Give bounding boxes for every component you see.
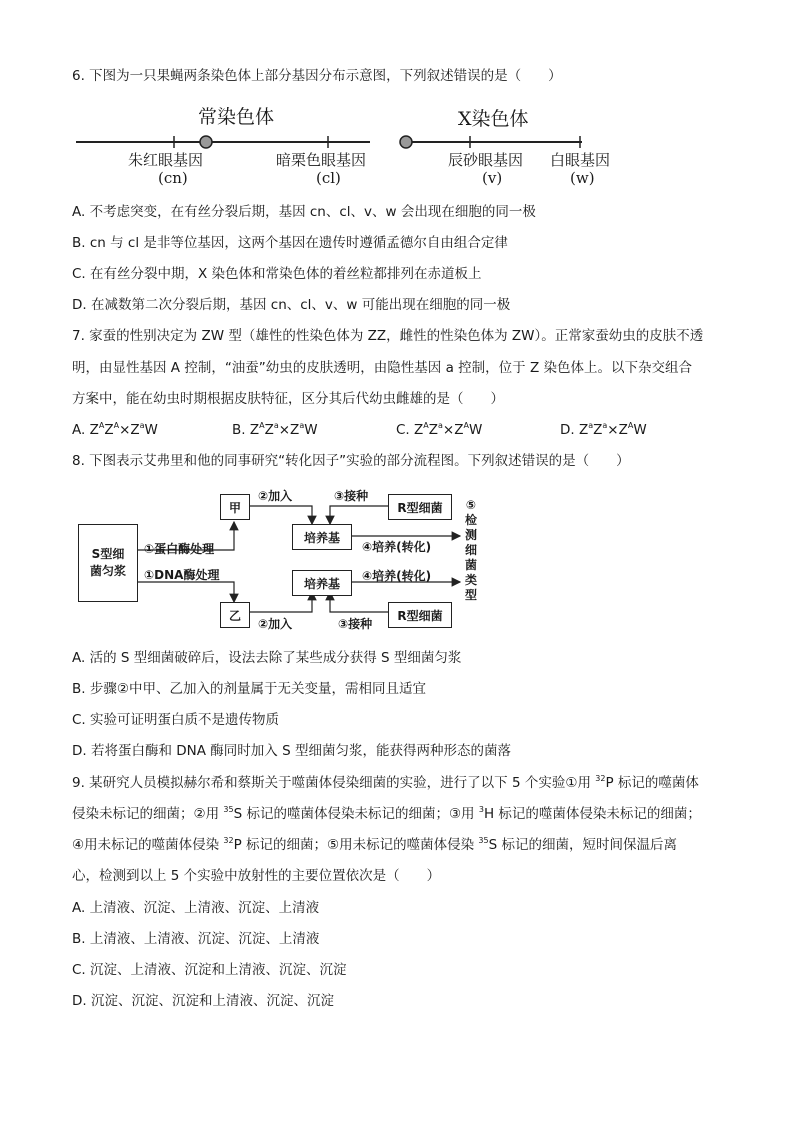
q6-stem: 6. 下图为一只果蝇两条染色体上部分基因分布示意图，下列叙述错误的是（ ）	[72, 68, 562, 84]
q9-stem-line-4: 心，检测到以上 5 个实验中放射性的主要位置依次是（ ）	[72, 868, 441, 884]
q6-option-c: C. 在有丝分裂中期，X 染色体和常染色体的着丝粒都排列在赤道板上	[72, 266, 482, 282]
gene-cn-name: 朱红眼基因	[128, 151, 204, 169]
culture-step-upper-label: ④培养(转化)	[362, 540, 432, 554]
medium-lower-box: 培养基	[292, 570, 352, 596]
q8-option-a: A. 活的 S 型细菌破碎后，设法去除了某些成分获得 S 型细菌匀浆	[72, 650, 462, 666]
s-bacteria-homogenate-box	[78, 524, 138, 602]
gene-v-name: 辰砂眼基因	[448, 151, 524, 169]
q7-option-d: D. $Z^aZ^a\times Z^AW$	[560, 421, 647, 438]
q6-option-b: B. cn 与 cl 是非等位基因，这两个基因在遗传时遵循孟德尔自由组合定律	[72, 235, 508, 251]
detect-step-label: ⑤ 检 测 细 菌 类 型	[464, 498, 477, 602]
x-chromosome-title: X染色体	[458, 108, 529, 130]
q9-stem-line-1: 9. 某研究人员模拟赫尔希和蔡斯关于噬菌体侵染细菌的实验，进行了以下 5 个实验①用 $^{32}$P 标记的噬菌体	[72, 774, 699, 791]
r-bacteria-lower-box: R型细菌	[388, 602, 452, 628]
q7-stem-line-2: 明，由显性基因 A 控制，“油蚕”幼虫的皮肤透明，由隐性基因 a 控制，位于 Z 染色体上。以下杂交组合	[72, 360, 692, 376]
protease-step-label: ①蛋白酶处理	[144, 542, 215, 556]
q7-stem-line-1: 7. 家蚕的性别决定为 ZW 型（雄性的性染色体为 ZZ，雌性的性染色体为 ZW）。正常家蚕幼虫的皮肤不透	[72, 328, 704, 344]
gene-cn-symbol: (cn)	[158, 169, 188, 187]
q9-option-a: A. 上清液、沉淀、上清液、沉淀、上清液	[72, 900, 320, 916]
q8-option-b: B. 步骤②中甲、乙加入的剂量属于无关变量，需相同且适宜	[72, 681, 426, 697]
medium-upper-box: 培养基	[292, 524, 352, 550]
add-step-lower-label: ②加入	[258, 617, 293, 631]
dnase-step-label: ①DNA酶处理	[144, 568, 220, 582]
culture-step-lower-label: ④培养(转化)	[362, 569, 432, 583]
s-bacteria-homogenate-label: S型细菌匀浆	[89, 547, 126, 578]
gene-cl-name: 暗栗色眼基因	[276, 151, 367, 169]
r-bacteria-upper-box: R型细菌	[388, 494, 452, 520]
q9-option-d: D. 沉淀、沉淀、沉淀和上清液、沉淀、沉淀	[72, 993, 334, 1009]
jia-box: 甲	[220, 494, 250, 520]
q6-option-a: A. 不考虑突变，在有丝分裂后期，基因 cn、cl、v、w 会出现在细胞的同一极	[72, 204, 536, 220]
gene-v-symbol: (v)	[482, 169, 503, 187]
q7-option-c: C. $Z^AZ^a\times Z^AW$	[396, 421, 483, 438]
q8-stem: 8. 下图表示艾弗里和他的同事研究“转化因子”实验的部分流程图。下列叙述错误的是（ ）	[72, 453, 630, 469]
q9-option-b: B. 上清液、上清液、沉淀、沉淀、上清液	[72, 931, 320, 947]
chromosome-diagram	[72, 96, 632, 192]
q7-stem-line-3: 方案中，能在幼虫时期根据皮肤特征，区分其后代幼虫雌雄的是（ ）	[72, 391, 504, 407]
q9-stem-line-2: 侵染未标记的细菌；②用 $^{35}$S 标记的噬菌体侵染未标记的细菌；③用 $^3$H 标记的噬菌体侵染未标记的细菌；	[72, 805, 701, 822]
q8-option-d: D. 若将蛋白酶和 DNA 酶同时加入 S 型细菌匀浆，能获得两种形态的菌落	[72, 743, 511, 759]
inoculate-step-upper-label: ③接种	[334, 489, 369, 503]
q8-option-c: C. 实验可证明蛋白质不是遗传物质	[72, 712, 280, 728]
chromosome-figure	[72, 96, 632, 192]
autosome-centromere	[200, 136, 212, 148]
x-centromere	[400, 136, 412, 148]
avery-flowchart	[76, 484, 496, 634]
inoculate-step-lower-label: ③接种	[338, 617, 373, 631]
q9-stem-line-3: ④用未标记的噬菌体侵染 $^{32}$P 标记的细菌；⑤用未标记的噬菌体侵染 $^{35}$S 标记的细菌，短时间保温后离	[72, 836, 677, 853]
yi-box: 乙	[220, 602, 250, 628]
autosome-title: 常染色体	[198, 106, 275, 128]
q9-option-c: C. 沉淀、上清液、沉淀和上清液、沉淀、沉淀	[72, 962, 347, 978]
gene-cl-symbol: (cl)	[316, 169, 341, 187]
gene-w-name: 白眼基因	[550, 151, 611, 169]
add-step-upper-label: ②加入	[258, 489, 293, 503]
q7-option-a: A. $Z^AZ^A\times Z^aW$	[72, 421, 158, 438]
q7-option-b: B. $Z^AZ^a\times Z^aW$	[232, 421, 318, 438]
gene-w-symbol: (w)	[570, 169, 595, 187]
q6-option-d: D. 在减数第二次分裂后期，基因 cn、cl、v、w 可能出现在细胞的同一极	[72, 297, 511, 313]
